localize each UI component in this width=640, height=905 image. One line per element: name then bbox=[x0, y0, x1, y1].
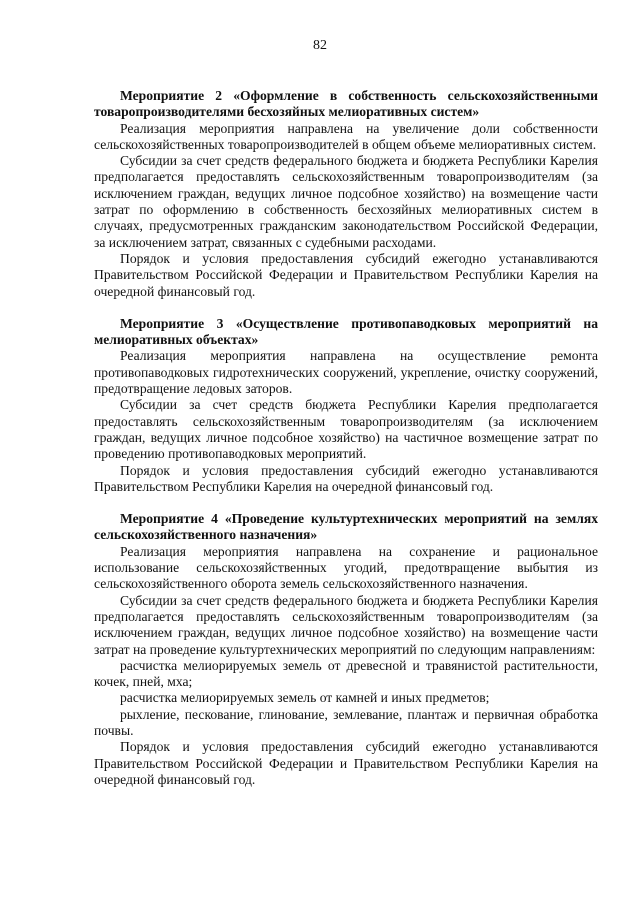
paragraph: Реализация мероприятия направлена на увеличение доли собственности сельскохозяйственных товаропроизводителей в общем объеме мелиоративных систем. bbox=[94, 120, 598, 152]
section-heading: Мероприятие 4 «Проведение культуртехнических мероприятий на землях сельскохозяйственного назначения» bbox=[94, 511, 598, 543]
section-measure-3 bbox=[94, 316, 598, 495]
list-item: расчистка мелиорируемых земель от камней и иных предметов; bbox=[120, 690, 490, 706]
paragraph: Реализация мероприятия направлена на сохранение и рациональное использование сельскохозяйственных угодий, предотвращение выбытия из сельскохозяйственного оборота земель сельскохозяйственного назначения. bbox=[94, 543, 598, 592]
section-heading: Мероприятие 2 «Оформление в собственность сельскохозяйственными товаропроизводителями бесхозяйных мелиоративных систем» bbox=[94, 88, 598, 120]
section-heading: Мероприятие 3 «Осуществление противопаводковых мероприятий на мелиоративных объектах» bbox=[94, 315, 598, 348]
paragraph: Субсидии за счет средств федерального бюджета и бюджета Республики Карелия предполагается предоставлять сельскохозяйственным товаропроизводителям (за исключением граждан, ведущих личное подсобное хозяйство) на возмещение части затрат по оформлению в собственность бесхозяйных мелиоративных систем в случаях, предусмотренных гражданским законодательством Российской Федерации, за исключением затрат, связанных с судебными расходами. bbox=[94, 153, 598, 250]
paragraph: Порядок и условия предоставления субсидий ежегодно устанавливаются Правительством Республики Карелия на очередной финансовый год. bbox=[94, 462, 598, 494]
document-body bbox=[94, 88, 598, 788]
paragraph: Субсидии за счет средств федерального бюджета и бюджета Республики Карелия предполагается предоставлять сельскохозяйственным товаропроизводителям (за исключением граждан, ведущих личное подсобное хозяйство) на возмещение части затрат на проведение культуртехнических мероприятий по следующим направлениям: bbox=[94, 592, 598, 657]
paragraph: Реализация мероприятия направлена на осуществление ремонта противопаводковых гидротехнических сооружений, укрепление, очистку сооружений, предотвращение ледовых заторов. bbox=[94, 348, 598, 397]
paragraph: Порядок и условия предоставления субсидий ежегодно устанавливаются Правительством Российской Федерации и Правительством Республики Карелия на очередной финансовый год. bbox=[94, 739, 598, 787]
page-number: 82 bbox=[313, 38, 327, 53]
list-item: расчистка мелиорируемых земель от древесной и травянистой растительности, кочек, пней, мха; bbox=[94, 657, 598, 690]
paragraph: Субсидии за счет средств бюджета Республики Карелия предполагается предоставлять сельскохозяйственным товаропроизводителям (за исключением граждан, ведущих личное подсобное хозяйство) на частичное возмещение затрат по проведению противопаводковых мероприятий. bbox=[94, 397, 598, 462]
section-measure-4 bbox=[94, 511, 598, 788]
paragraph: Порядок и условия предоставления субсидий ежегодно устанавливаются Правительством Российской Федерации и Правительством Республики Карелия на очередной финансовый год. bbox=[94, 250, 598, 299]
list-item: рыхление, пескование, глинование, землевание, плантаж и первичная обработка почвы. bbox=[94, 706, 598, 738]
section-measure-2 bbox=[94, 88, 598, 300]
